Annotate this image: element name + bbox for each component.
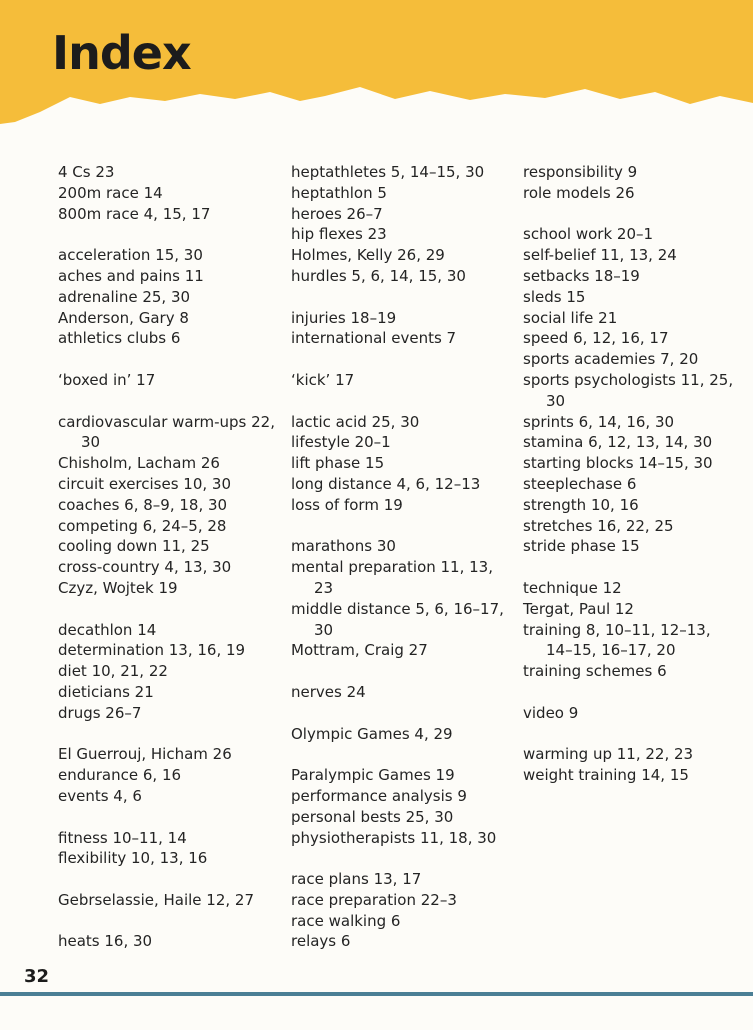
index-entry: cooling down 11, 25 — [58, 537, 210, 556]
index-entry: race plans 13, 17 — [291, 870, 422, 889]
index-entry: stretches 16, 22, 25 — [523, 516, 674, 535]
index-entry: decathlon 14 — [58, 620, 157, 639]
index-entry: self-belief 11, 13, 24 — [523, 246, 677, 265]
index-entry: middle distance 5, 6, 16–17, 30 — [291, 599, 504, 639]
index-entry: heats 16, 30 — [58, 932, 153, 951]
index-entry: personal bests 25, 30 — [291, 807, 454, 826]
index-entry: injuries 18–19 — [291, 308, 397, 327]
index-entry: Gebrselassie, Haile 12, 27 — [58, 890, 255, 909]
index-entry: athletics clubs 6 — [58, 329, 181, 348]
index-entry: determination 13, 16, 19 — [58, 641, 246, 660]
index-entry: Mottram, Craig 27 — [291, 641, 428, 660]
index-entry: coaches 6, 8–9, 18, 30 — [58, 495, 228, 514]
index-entry: adrenaline 25, 30 — [58, 287, 191, 306]
index-entry: 800m race 4, 15, 17 — [58, 204, 211, 223]
index-entry: race preparation 22–3 — [291, 890, 457, 909]
index-entry: lactic acid 25, 30 — [291, 412, 420, 431]
index-entry: diet 10, 21, 22 — [58, 662, 168, 681]
index-entry: cross-country 4, 13, 30 — [58, 558, 232, 577]
index-entry: Czyz, Wojtek 19 — [58, 578, 178, 597]
index-entry: hurdles 5, 6, 14, 15, 30 — [291, 266, 466, 285]
index-entry: technique 12 — [523, 578, 622, 597]
index-entry: relays 6 — [291, 932, 351, 951]
index-entry: social life 21 — [523, 308, 618, 327]
index-entry: sleds 15 — [523, 287, 586, 306]
index-entry: Holmes, Kelly 26, 29 — [291, 246, 445, 265]
index-entry: competing 6, 24–5, 28 — [58, 516, 227, 535]
index-entry: Chisholm, Lacham 26 — [58, 454, 220, 473]
index-entry: steeplechase 6 — [523, 474, 637, 493]
index-entry: events 4, 6 — [58, 786, 142, 805]
index-entry: training 8, 10–11, 12–13, 14–15, 16–17, 20 — [523, 620, 711, 660]
index-entry: Olympic Games 4, 29 — [291, 724, 453, 743]
footer-rule — [0, 992, 753, 996]
index-entry: hip flexes 23 — [291, 225, 387, 244]
index-column-2 — [291, 162, 513, 952]
index-entry: school work 20–1 — [523, 225, 654, 244]
index-entry: sports psychologists 11, 25, 30 — [523, 370, 734, 410]
index-entry: acceleration 15, 30 — [58, 246, 203, 265]
index-entry: dieticians 21 — [58, 682, 154, 701]
index-entry: setbacks 18–19 — [523, 266, 640, 285]
index-entry: cardiovascular warm-ups 22, 30 — [58, 412, 275, 452]
index-entry: performance analysis 9 — [291, 786, 467, 805]
index-entry: physiotherapists 11, 18, 30 — [291, 828, 497, 847]
index-entry: sprints 6, 14, 16, 30 — [523, 412, 675, 431]
index-entry: ‘kick’ 17 — [291, 370, 355, 389]
index-entry: speed 6, 12, 16, 17 — [523, 329, 669, 348]
index-entry: stamina 6, 12, 13, 14, 30 — [523, 433, 713, 452]
index-entry: lifestyle 20–1 — [291, 433, 391, 452]
index-entry: ‘boxed in’ 17 — [58, 370, 156, 389]
index-entry: Anderson, Gary 8 — [58, 308, 189, 327]
index-entry: lift phase 15 — [291, 454, 385, 473]
index-entry: El Guerrouj, Hicham 26 — [58, 745, 232, 764]
index-entry: race walking 6 — [291, 911, 401, 930]
index-entry: Tergat, Paul 12 — [523, 599, 634, 618]
index-entry: flexibility 10, 13, 16 — [58, 849, 208, 868]
index-entry: heptathlon 5 — [291, 183, 387, 202]
index-entry: responsibility 9 — [523, 163, 638, 181]
index-column-1 — [58, 162, 278, 952]
index-entry: fitness 10–11, 14 — [58, 828, 187, 847]
index-entry: heroes 26–7 — [291, 204, 383, 223]
index-column-3 — [523, 162, 738, 786]
index-entry: marathons 30 — [291, 537, 396, 556]
index-entry: weight training 14, 15 — [523, 766, 689, 785]
index-entry: endurance 6, 16 — [58, 766, 182, 785]
index-entry: Paralympic Games 19 — [291, 766, 455, 785]
index-entry: nerves 24 — [291, 682, 366, 701]
index-entry: mental preparation 11, 13, 23 — [291, 558, 493, 597]
page-title: Index — [52, 26, 191, 80]
index-entry: long distance 4, 6, 12–13 — [291, 474, 481, 493]
index-entry: loss of form 19 — [291, 495, 403, 514]
index-entry: 4 Cs 23 — [58, 163, 115, 181]
index-entry: video 9 — [523, 703, 579, 722]
index-entry: 200m race 14 — [58, 183, 163, 202]
index-entry: heptathletes 5, 14–15, 30 — [291, 163, 485, 181]
index-entry: training schemes 6 — [523, 662, 667, 681]
index-entry: role models 26 — [523, 183, 635, 202]
page-number: 32 — [24, 966, 50, 987]
index-entry: strength 10, 16 — [523, 495, 639, 514]
index-entry: international events 7 — [291, 329, 457, 348]
index-entry: aches and pains 11 — [58, 266, 204, 285]
index-entry: circuit exercises 10, 30 — [58, 474, 232, 493]
index-entry: sports academies 7, 20 — [523, 350, 699, 369]
index-entry: starting blocks 14–15, 30 — [523, 454, 713, 473]
index-entry: drugs 26–7 — [58, 703, 142, 722]
index-entry: stride phase 15 — [523, 537, 640, 556]
index-entry: warming up 11, 22, 23 — [523, 745, 694, 764]
